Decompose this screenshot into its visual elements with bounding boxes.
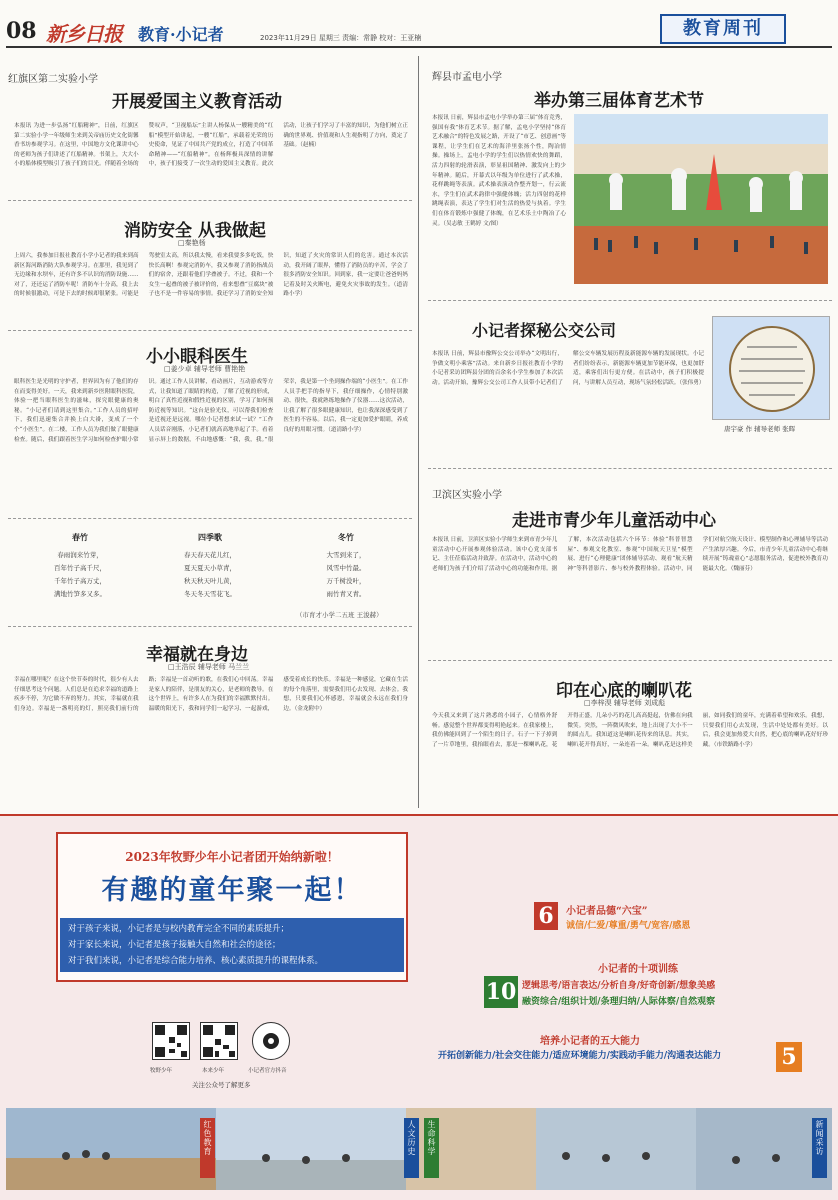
a2-byline: □秦艳杨: [178, 239, 206, 247]
qr-code-2[interactable]: [200, 1022, 238, 1060]
photo-strip: [6, 1108, 832, 1190]
poem-line: 万千树没叶，: [326, 577, 366, 585]
page-number: 08: [6, 18, 37, 44]
drawing-caption: 唐宇豪 作 辅导老师 张晖: [724, 425, 796, 433]
poem-line: 秋天秋天叶儿黄，: [184, 577, 236, 585]
virtues-title: 小记者品德“六宝”: [566, 906, 648, 917]
photo-tag: 人文历史: [404, 1118, 419, 1178]
a4-title: 幸福就在身边: [146, 645, 248, 665]
poem-line: 满地竹笋多又多。: [54, 590, 106, 598]
section-name: 教育·小记者: [138, 25, 224, 44]
abilities-items: 开拓创新能力/社会交往能力/适应环境能力/实践动手能力/沟通表达能力: [438, 1051, 722, 1061]
poem-title: 冬竹: [338, 532, 354, 542]
divider: [8, 330, 412, 331]
poem-line: 冬天冬天雪花飞。: [184, 590, 236, 598]
a3-body: 眼科医生是光明的守护者，世界因为有了他们的存在而变得美好。一天，我来到新乡医附眼科医院，体验一把当眼科医生的滋味，探究眼健康的奥秘。“小记者们请到这里集合。”工作人员的招呼下，我们迅速集合并换上白大褂，变成了一个个“小医生”。在二楼，工作人员为我们做了眼健康检查。随后，我们跟着医生学习如何检查护眼小常识。通过工作人员讲解，看动画片，互动游戏等方式，让我知道了眼睛的构造，了解了近视的形成，明白了真性近视和假性近视的区别，学习了如何预防近视等知识。“这台是验光仪，可以帮我们检查是近视还是远视。哪位小记者想来试一试？”工作人员话音刚落，小记者们就高高地举起了手。看着显示屏上的数据，不由地感慨：“我，我，我。”很荣幸，我是第一个坐到操作端的“小医生”。在工作人员手把手的指导下，我仔细操作，心情特别激动、很快，我就熟练地操作了仪器……这次活动，让我了解了很多眼健康知识，也让我深深感受到了医生的不容易。以后，我一定更加爱护眼睛，养成良好的用眼习惯。（道清路小学）: [14, 379, 408, 443]
divider: [428, 660, 832, 661]
drawing-artwork: [712, 316, 830, 420]
poem-line: 春天春天花儿红，: [184, 551, 236, 559]
a8-byline: □李梓淏 辅导老师 刘成彪: [584, 699, 666, 707]
divider: [428, 300, 832, 301]
poem-title: 四季歌: [198, 532, 222, 542]
a4-byline: □王浩辰 辅导老师 马兰兰: [168, 663, 250, 671]
recruit-box: [56, 832, 408, 982]
qr-label: 小记者官方抖音: [248, 1068, 287, 1074]
a7-body: 本报讯 日前，卫滨区实验小学师生来到市青少年儿童活动中心开展参观体验活动。该中心党支部书记、主任莅临活动并致辞。在活动中，活动中心的老师们为孩子们介绍了活动中心的功能和作用。据了解，本次活动包括六个环节：体验“科普智慧屋”、参观文化教室、参观“中国航天卫星”模型展、进行“心理健康”团体辅导活动、观看“航天精神”等科普影片、参与校外教程体验。活动中，同学们对航空航天设计、模型制作和心理辅导等活动产生浓厚兴趣。今后，市青少年儿童活动中心将继续开展“铸魂童心”志愿服务活动，促进校外教育功能最大化。（魏丽芬）: [432, 537, 828, 572]
training-title: 小记者的十项训练: [598, 964, 678, 975]
poem-byline: （市育才小学二五班 王浚赫）: [296, 611, 383, 619]
a3-title: 小小眼科医生: [146, 347, 248, 367]
a6-body: 本报讯 日前，辉县市豫辉公交公司举办“文明出行，争做文明小乘客”活动。来自新乡日报社教育小学的小记者采访团辉县分团的百余名小学生参加了本次活动。活动开始，豫辉公交公司工作人员带小记者们了解公交车辆发展历程及新能源车辆的发展现状。小记者们纷纷表示，新能源车辆更加节能环保，也更加舒适，乘客们出行更方便。在活动中，孩子们积极提问，与讲解人员互动，现场气氛轻松活跃。（张伟勇）: [432, 351, 704, 386]
recruit-line: 对于孩子来说，小记者是与校内教育完全不同的素质提升；: [68, 924, 290, 934]
qr-icon: [153, 1023, 189, 1059]
recruit-big: 有趣的童年聚一起！: [101, 875, 363, 906]
divider: [428, 468, 832, 469]
poem-title: 春竹: [72, 532, 88, 542]
qr-icon: [253, 1023, 289, 1059]
recruit-line: 对于我们来说，小记者是综合能力培养、核心素质提升的课程体系。: [68, 956, 324, 966]
a1-title: 开展爱国主义教育活动: [112, 92, 282, 112]
recruit-headline: 2023年牧野少年小记者团开始纳新啦！: [125, 850, 339, 864]
a8-body: 今天我又来到了这片熟悉的小园子，心情格外舒畅。感觉整个世界都变得明艳起来。在我家楼上，我仿佛能回到了一个陌生的日子。石子一下子掉到了一片草地里，我抬眼看去，那是一棵喇叭花，花开得正盛，几朵小巧的花儿高高挺起，仿佛在向我微笑。突然，一阵微风吹来，地上出现了大小不一的圆点儿。我知道这是喇叭花传来的讯息。其实，喇叭花开得真好，一朵连着一朵。喇叭花是这样美丽，如同我们的童年，充满着希望和欢乐。我想，只要我们用心去发现，生活中处处都有美好。以后，我会更加热爱大自然，把心底的喇叭花好好珍藏。（市铁路路小学）: [432, 713, 828, 748]
poem-2: [150, 532, 270, 601]
recruit-lines-band: [60, 918, 404, 972]
a7-title: 走进市青少年儿童活动中心: [512, 511, 716, 531]
calligraphy-drawing: [713, 317, 830, 420]
virtues-items: 诚信/仁爱/尊重/勇气/宽容/感恩: [566, 921, 691, 931]
poem-1: [20, 532, 140, 601]
photo-tag: 生命科学: [424, 1118, 439, 1178]
a1-kicker: 红旗区第二实验小学: [8, 74, 98, 85]
abilities-number: 5: [776, 1042, 802, 1072]
qr-label: 牧野少年: [150, 1068, 173, 1074]
a5-kicker: 辉县市孟电小学: [432, 72, 502, 83]
qr-code-1[interactable]: [152, 1022, 190, 1060]
activity-photos: [6, 1108, 832, 1190]
poem-line: 大雪到来了，: [326, 551, 366, 559]
poem-line: 夏天夏天小草青，: [184, 564, 236, 572]
paper-name-logo: 新乡日报: [46, 22, 122, 46]
qr-icon: [201, 1023, 237, 1059]
a5-title: 举办第三届体育艺术节: [534, 91, 704, 111]
a4-body: 幸福在哪里呢？在这个快节奏的时代，很少有人去仔细思考这个问题。人们总是在追求幸福的道路上疾步不停，为它做不弃的努力。其实，幸福就在我们身边。幸福是一盏明亮的灯，照亮我们前行的路；幸福是一首动听的歌，在我们心中回荡。幸福是家人的陪伴，是朋友的关心，是老师的教导。在这个世界上，有许多人在为我们的幸福默默付出。温暖的阳光下，我和同学们一起学习、一起游戏，感受着成长的快乐。幸福是一种感觉，它藏在生活的每个角落里，需要我们用心去发现、去体会。我想，只要我们心怀感恩，幸福就会永远在我们身边。（金龙附中）: [14, 677, 408, 712]
poem-line: 雨竹青又青。: [326, 590, 366, 598]
follow-note: 关注公众号了解更多: [192, 1081, 251, 1089]
a5-body: 本报讯 日前，辉县市孟电小学举办第三届“体育竞秀，强国有我”体育艺术节。据了解，孟电小学坚持“体育艺术融合”的特色发展之路，开设了“市艺、创意画”等课程，让学生们在艺术的海洋里张扬个性，陶冶情操。操场上，孟电小学的学生们以热情欢快的舞蹈，活力四射的轮滑表演，彰显祖国精神、激发向上的少年精神。随后，开幕式以年级为单位进行了武术操，花样跳绳等表演。武术操表演动作整齐划一，行云流水，学生们在武术韵律中强健体魄；活力四射的花样跳绳表演，表达了学生们对生活的热爱与执着。学生们在体育锻炼中强健了体魄，在艺术乐土中陶冶了心灵。（吴志敏 王鹤婷 文/图）: [432, 115, 566, 227]
poem-line: 风雪中竹最。: [326, 564, 366, 572]
divider: [8, 626, 412, 627]
sports-festival-illustration: [574, 114, 828, 284]
brand-box: [660, 14, 786, 44]
virtues-number: 6: [534, 902, 558, 930]
poem-line: 千年竹子高万丈，: [54, 577, 106, 585]
masthead: [0, 0, 838, 58]
recruit-line: 对于家长来说，小记者是孩子接触大自然和社会的途径；: [68, 940, 281, 950]
poem-line: 百年竹子高千尺，: [54, 564, 106, 572]
training-row-2: 融资综合/组织计划/条理归纳/人际体察/自然观察: [522, 997, 716, 1007]
abilities-title: 培养小记者的五大能力: [540, 1036, 640, 1047]
poem-line: 春雨润来竹芽，: [57, 551, 103, 559]
sports-festival-photo: [574, 114, 828, 284]
qr-code-3[interactable]: [252, 1022, 290, 1060]
masthead-rule: [6, 46, 832, 48]
a7-kicker: 卫滨区实验小学: [432, 490, 502, 501]
qr-label: 本来少年: [202, 1068, 225, 1074]
divider: [8, 518, 412, 519]
a8-title: 印在心底的喇叭花: [556, 681, 692, 701]
column-separator: [418, 56, 419, 808]
issue-meta: 2023年11月29日 星期三 责编：常静 校对：王亚楠: [260, 34, 422, 42]
divider: [8, 200, 412, 201]
brand-title: 教育周刊: [683, 18, 763, 39]
photo-tag: 新闻采访: [812, 1118, 827, 1178]
a3-byline: □姜少卓 辅导老师 曹艳艳: [164, 365, 246, 373]
a2-title: 消防安全 从我做起: [124, 221, 266, 241]
training-row-1: 逻辑思考/语言表达/分析自身/好奇创新/想象美感: [522, 981, 716, 991]
a6-title: 小记者探秘公交公司: [472, 321, 617, 340]
a2-body: 上周六，我参加日报社教育小学小记者的我来到高新区海河路消防大队参观学习。在那里，我见到了无边缘和水坝车，还有许多不认识的消防设施……对了，还还运了消防车呢！消防车十分高，我上去的时候很激动，可是下去的时候却很紧张。可能是驾驶室太高，所以我太慢，看来我要多多吃饭，快快长高啊！参观完消防车，我又参观了消防指战员们的宿舍，还跟着他们学叠被子。不过，我和一个女生一起叠的被子被评价的，看来想叠“豆腐块”被子也不是一件容易的事情。我还学习了消防安全知识，知道了火灾的常识人们的危害。通过本次活动，我开阔了眼界，懂得了消防员的辛苦，学会了很多消防安全知识。回到家，我一定要让爸爸妈妈记着及时关火断电，避免火灾事故的发生。（道清路小学）: [14, 253, 408, 298]
photo-tag: 红色教育: [200, 1118, 215, 1178]
a1-body: 本报讯 为进一步弘扬“红船精神”，日前，红旗区第二实验小学一年级师生来到关帝庙历史文化街馨香书坊参观学习。在这里，中国地方文化课讲中心的老师为孩子们讲述了红船精神。书架上，大大小小的船体模型吸引了孩子们的目光。伴随着全场的赞叹声，“卫视船坛”主讲人杨保从一艘精美的“红船”模型开始讲起，一艘“红船”，承载着光荣的历史使命，见证了中国共产党的成立，打造了中国革命精神——“红船精神”。在杨辉极具深情的讲解中，孩子们接受了一次生动的爱国主义教育。此次活动，让孩子们学习了丰富的知识，为他们树立正确的世界观、价值观和人生观指明了方向，奠定了基础。（赵楠）: [14, 123, 408, 168]
poem-3: [286, 532, 406, 601]
promo-banner: [0, 814, 838, 1200]
training-number: 10: [484, 976, 518, 1008]
